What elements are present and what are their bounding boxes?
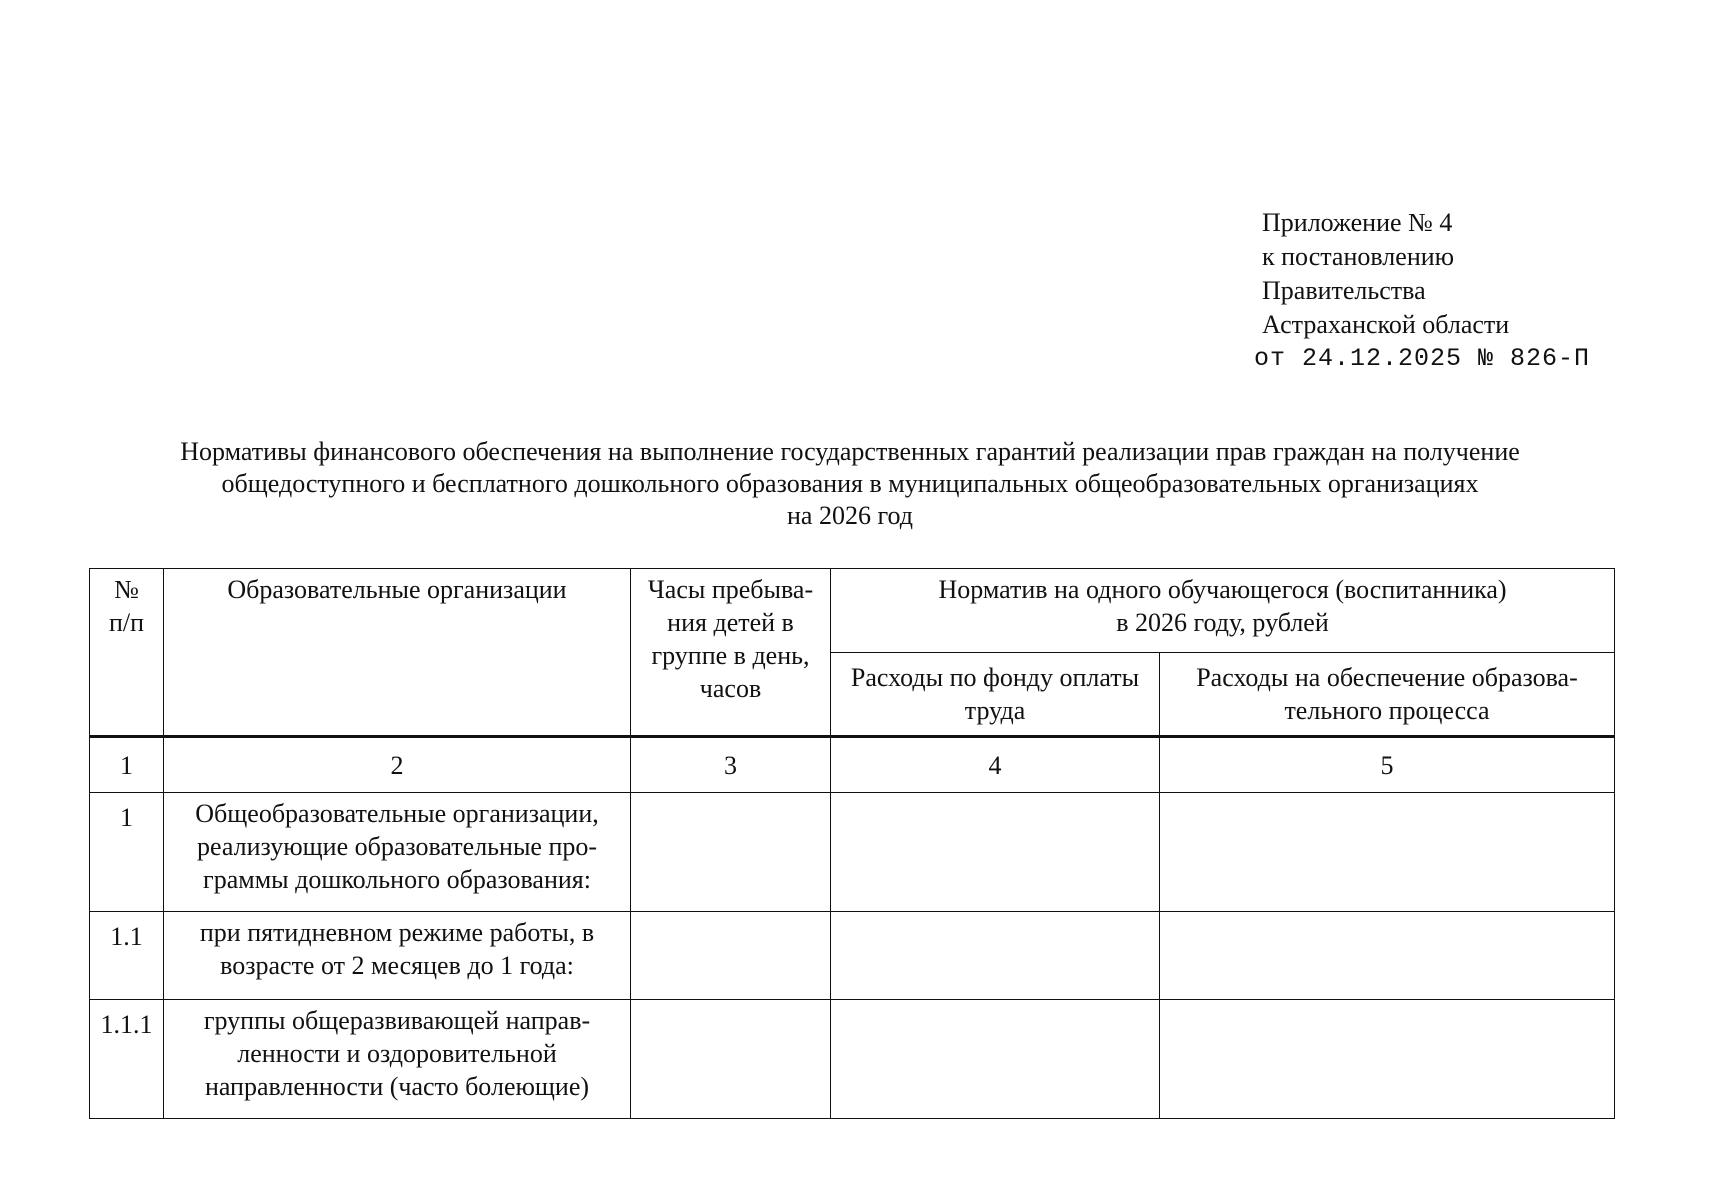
row-process <box>1160 912 1615 1000</box>
row-hours <box>631 1000 831 1119</box>
row-hours <box>631 912 831 1000</box>
appendix-line: Правительства <box>1262 276 1426 305</box>
column-number: 4 <box>831 737 1160 793</box>
row-number: 1.1 <box>90 912 164 1000</box>
appendix-line: Астраханской области <box>1262 310 1510 339</box>
row-number: 1.1.1 <box>90 1000 164 1119</box>
decree-number: от 24.12.2025 № 826-П <box>1254 344 1591 373</box>
row-process <box>1160 793 1615 912</box>
appendix-line: Приложение № 4 <box>1262 208 1453 237</box>
appendix-line: к постановлению <box>1262 242 1455 271</box>
table-row <box>90 793 1615 912</box>
row-payroll <box>831 793 1160 912</box>
header-organizations: Образовательные организации <box>164 569 631 737</box>
table-row <box>90 1000 1615 1119</box>
header-norm-group: Норматив на одного обучающегося (воспитанника) в 2026 году, рублей <box>831 569 1615 653</box>
document-title <box>80 436 1620 532</box>
title-line: на 2026 год <box>787 501 913 530</box>
table-row <box>90 912 1615 1000</box>
norms-table <box>89 568 1615 1119</box>
column-number: 1 <box>90 737 164 793</box>
row-process <box>1160 1000 1615 1119</box>
header-payroll: Расходы по фонду оплаты труда <box>831 653 1160 737</box>
header-process: Расходы на обеспечение образова- тельного процесса <box>1160 653 1615 737</box>
row-payroll <box>831 912 1160 1000</box>
column-numbers-row <box>90 737 1615 793</box>
appendix-block <box>1254 206 1591 376</box>
row-organization: при пятидневном режиме работы, в возрасте от 2 месяцев до 1 года: <box>164 912 631 1000</box>
row-organization: Общеобразовательные организации, реализующие образовательные про- граммы дошкольного образования: <box>164 793 631 912</box>
column-number: 2 <box>164 737 631 793</box>
header-hours: Часы пребыва- ния детей в группе в день, часов <box>631 569 831 737</box>
row-organization: группы общеразвивающей направ- ленности и оздоровительной направленности (часто болеющие) <box>164 1000 631 1119</box>
table-header-row <box>90 569 1615 653</box>
row-payroll <box>831 1000 1160 1119</box>
title-line: Нормативы финансового обеспечения на выполнение государственных гарантий реализации прав граждан на получение <box>180 437 1520 466</box>
title-line: общедоступного и бесплатного дошкольного образования в муниципальных общеобразовательных организациях <box>221 469 1479 498</box>
row-hours <box>631 793 831 912</box>
column-number: 3 <box>631 737 831 793</box>
column-number: 5 <box>1160 737 1615 793</box>
row-number: 1 <box>90 793 164 912</box>
header-number: № п/п <box>90 569 164 737</box>
